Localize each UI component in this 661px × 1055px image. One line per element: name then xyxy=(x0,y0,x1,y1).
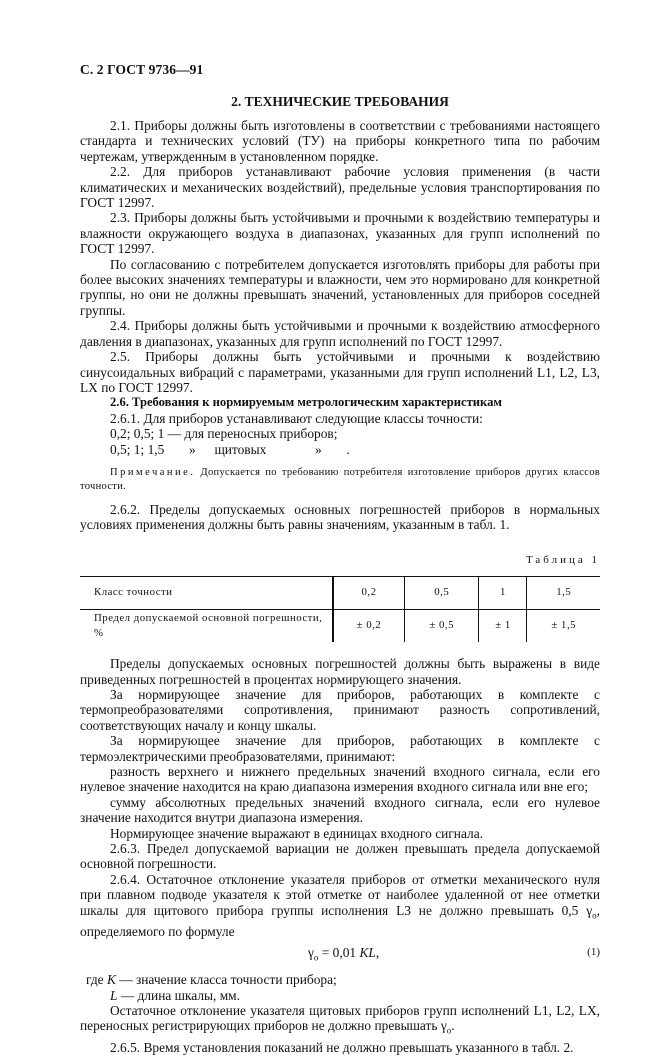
table-row xyxy=(80,577,600,610)
formula-expression xyxy=(80,945,587,966)
table-cell: 0,2 xyxy=(333,577,405,610)
paragraph-normalizing-thermoelectric: За нормирующее значение для приборов, работающих в комплекте с термоэлектрическими преобразователями, принимают: xyxy=(80,733,600,764)
table-cell: ± 0,2 xyxy=(333,610,405,643)
formula-equals: = 0,01 xyxy=(318,945,360,961)
paragraph-units: Нормирующее значение выражают в единицах входного сигнала. xyxy=(110,825,484,841)
residual-end: . xyxy=(451,1018,455,1034)
paragraph-2-5: 2.5. Приборы должны быть устойчивыми и прочными к воздействию синусоидальных вибраций с параметрами, указанными для групп исполнений L1, L2, L3, LX по ГОСТ 12997. xyxy=(80,349,600,395)
where-l-text: — длина шкалы, мм. xyxy=(117,987,241,1003)
where-k xyxy=(80,972,600,987)
document-body xyxy=(80,118,600,1055)
paragraph-2-4: 2.4. Приборы должны быть устойчивыми и прочными к воздействию атмосферного давления в диапазонах, указанных для групп исполнений по ГОСТ 12997. xyxy=(80,318,600,349)
table-cell: 1 xyxy=(479,577,527,610)
residual-text: Остаточное отклонение указателя щитовых приборов групп исполнений L1, L2, LX, переносных регистрирующих приборов не должно превышать γ xyxy=(80,1003,600,1034)
accuracy-table xyxy=(80,576,600,642)
note-label: Примечание. xyxy=(110,466,196,478)
formula-number: (1) xyxy=(587,946,600,959)
paragraph-2-6-5: 2.6.5. Время установления показаний не должно превышать указанного в табл. 2. xyxy=(110,1039,574,1055)
formula-comma: , xyxy=(375,945,380,961)
note xyxy=(80,466,600,494)
var-k: K xyxy=(106,972,116,988)
table-caption: Таблица 1 xyxy=(525,553,600,566)
paragraph-error-expression: Пределы допускаемых основных погрешностей должны быть выражены в виде приведенных погрешностей в процентах нормирующего значения. xyxy=(80,656,600,687)
table-cell: ± 1,5 xyxy=(527,610,600,643)
where-k-text: — значение класса точности прибора; xyxy=(115,972,337,988)
paragraph-2-6-3: 2.6.3. Предел допускаемой вариации не должен превышать предела допускаемой основной погрешности. xyxy=(80,841,600,872)
table-row xyxy=(80,610,600,643)
formula-gamma: γ xyxy=(307,945,314,961)
paragraph-2-6-heading: 2.6. Требования к нормируемым метрологическим характеристикам xyxy=(110,395,502,410)
accuracy-class-panel xyxy=(80,442,600,457)
where-l xyxy=(80,988,600,1003)
gamma-subscript: о xyxy=(592,910,597,921)
paragraph-2-6-4-text: 2.6.4. Остаточное отклонение указателя приборов от отметки механического нуля при плавном подводе указателя к этой отметке от наиболее удаленной от нее отметки шкалы для щитового прибора группы исполнения L3 не должно превышать 0,5 γ xyxy=(80,871,600,918)
page-header: С. 2 ГОСТ 9736—91 xyxy=(80,62,204,77)
paragraph-sum: сумму абсолютных предельных значений входного сигнала, если его нулевое значение находится внутри диапазона измерения. xyxy=(80,794,600,826)
where-label: где xyxy=(86,972,107,988)
paragraph-residual-deviation xyxy=(80,1003,600,1039)
paragraph-2-3-agreement: По согласованию с потребителем допускается изготовлять приборы для работы при более высоких значениях температуры и влажности, чем это нормировано для конкретной группы, но они не должны превышать значений, установленных для приборов соседней группы. xyxy=(80,256,600,318)
paragraph-2-6-4 xyxy=(80,872,600,939)
table-row-label: Класс точности xyxy=(80,577,333,610)
paragraph-normalizing-resistance: За нормирующее значение для приборов, работающих в комплекте с термопреобразователями сопротивления, принимают разность сопротивлений, соответствующих началу и концу шкалы. xyxy=(80,686,600,733)
formula-variables: KL xyxy=(359,945,376,961)
period: . xyxy=(346,441,350,457)
panel-word: щитовых xyxy=(214,441,267,457)
formula-subscript: о xyxy=(313,952,319,963)
paragraph-difference: разность верхнего и нижнего предельных значений входного сигнала, если его нулевое значение находится на краю диапазона измерения входного сигнала или вне его; xyxy=(80,764,600,795)
note-text: Допускается по требованию потребителя изготовление приборов других классов точности. xyxy=(80,466,600,492)
accuracy-class-portable: 0,2; 0,5; 1 — для переносных приборов; xyxy=(110,426,338,442)
paragraph-2-6-4-end: , определяемого по формуле xyxy=(80,902,600,939)
gamma-subscript: о xyxy=(446,1026,452,1037)
table-cell: ± 0,5 xyxy=(405,610,479,643)
ditto-mark: » xyxy=(189,441,196,457)
paragraph-2-1: 2.1. Приборы должны быть изготовлены в соответствии с требованиями настоящего стандарта и технических условий (ТУ) на приборы конкретного типа по рабочим чертежам, утвержденным в установленном порядке. xyxy=(80,118,600,164)
paragraph-2-2: 2.2. Для приборов устанавливают рабочие условия применения (в части климатических и механических воздействий), предельные условия транспортирования по ГОСТ 12997. xyxy=(80,164,600,211)
panel-classes: 0,5; 1; 1,5 xyxy=(110,441,165,457)
table-cell: 0,5 xyxy=(405,577,479,610)
paragraph-2-3: 2.3. Приборы должны быть устойчивыми и прочными к воздействию температуры и влажности окружающего воздуха в диапазонах, указанных для групп исполнений по ГОСТ 12997. xyxy=(80,210,600,257)
formula-1 xyxy=(80,945,600,966)
var-l: L xyxy=(110,987,118,1003)
table-cell: 1,5 xyxy=(527,577,600,610)
section-title: 2. ТЕХНИЧЕСКИЕ ТРЕБОВАНИЯ xyxy=(231,94,449,109)
paragraph-2-6-2: 2.6.2. Пределы допускаемых основных погрешностей приборов в нормальных условиях применения должны быть равны значениям, указанным в табл. 1. xyxy=(80,501,600,533)
table-cell: ± 1 xyxy=(479,610,527,643)
ditto-mark: » xyxy=(315,441,322,457)
paragraph-2-6-1: 2.6.1. Для приборов устанавливают следующие классы точности: xyxy=(110,410,483,426)
table-row-label: Предел допускаемой основной погрешности, % xyxy=(94,611,323,640)
